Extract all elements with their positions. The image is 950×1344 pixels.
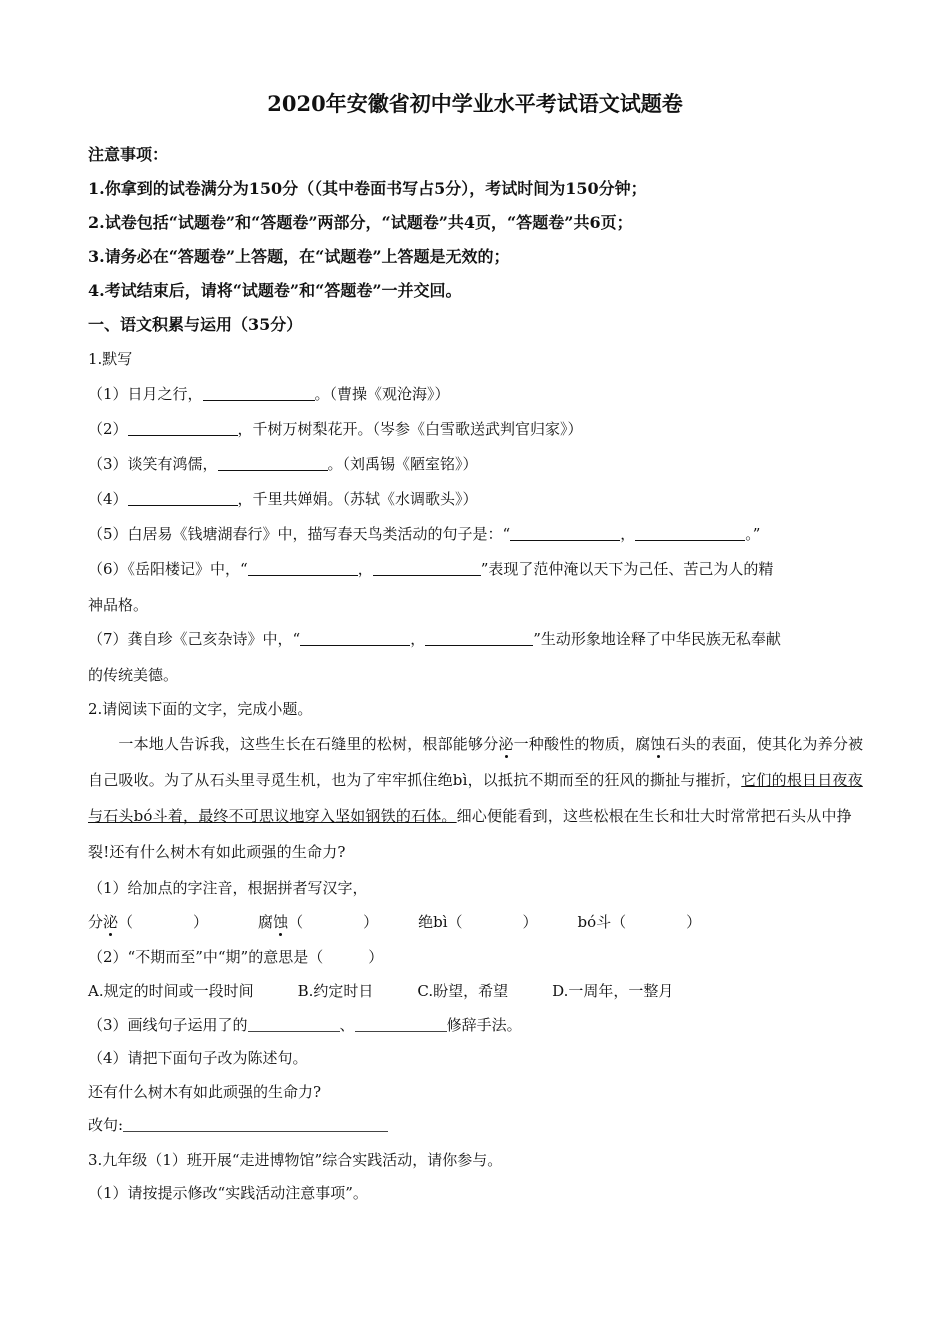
item-text: ”生动形象地诠释了中华民族无私奉献 — [533, 630, 781, 648]
notice-item-1: 1.你拿到的试卷满分为150分（（其中卷面书写占5分），考试时间为150分钟； — [88, 179, 647, 198]
question-3-label: 3.九年级（1）班开展“走进博物馆”综合实践活动，请你参与。 — [88, 1151, 503, 1169]
notice-heading: 注意事项： — [88, 145, 169, 164]
reading-passage — [88, 726, 868, 870]
item-text: （4） — [88, 490, 128, 508]
option-a[interactable]: A.规定的时间或一段时间 — [88, 982, 254, 1000]
blank-text[interactable]: 绝bì（ ） — [418, 913, 538, 931]
item-text: 。” — [745, 525, 761, 543]
question-2-sub-3 — [88, 1014, 522, 1036]
rewrite-answer-row — [88, 1114, 388, 1136]
answer-blank[interactable] — [300, 629, 410, 646]
passage-text: 石头的表面，使其化为养分被自己吸收。为了从石头里寻觅生机，也为了牢牢抓住绝bì，以抵抗不期而至的狂风的撕扯与摧折， — [88, 735, 864, 789]
question-2-sub-1: （1）给加点的字注音，根据拼者写汉字， — [88, 879, 368, 897]
question-1-item-7 — [88, 628, 781, 650]
question-1-item-5 — [88, 523, 760, 545]
question-2-label: 2.请阅读下面的文字，完成小题。 — [88, 700, 313, 718]
question-3-sub-1: （1）请按提示修改“实践活动注意事项”。 — [88, 1184, 368, 1202]
answer-blank[interactable] — [425, 629, 533, 646]
answer-blank[interactable] — [248, 559, 358, 576]
item-text: （3）画线句子运用了的 — [88, 1016, 248, 1034]
option-d[interactable]: D.一周年，一整月 — [552, 982, 674, 1000]
item-text: 。（曹操《观沧海》） — [314, 385, 450, 403]
answer-blank[interactable] — [203, 384, 315, 401]
item-text: （1）日月之行， — [88, 385, 203, 403]
passage-text: 细心便能看到，这些松根在生长和壮大时常常把石头从中挣裂!还有什么树木有如此顽强的生命力? — [88, 807, 852, 861]
item-text: （7）龚自珍《己亥杂诗》中，“ — [88, 630, 301, 648]
section-heading: 一、语文积累与运用（35分） — [88, 315, 303, 334]
answer-blank[interactable] — [128, 489, 238, 506]
pinyin-row — [88, 911, 701, 933]
answer-blank[interactable] — [355, 1015, 447, 1032]
item-text: ， — [620, 525, 636, 543]
question-1-item-2 — [88, 418, 583, 440]
question-1-item-4 — [88, 488, 478, 510]
item-text: ，千里共婵娟。（苏轼《水调歌头》） — [237, 490, 478, 508]
answer-blank[interactable] — [123, 1115, 388, 1132]
option-b[interactable]: B.约定时日 — [297, 982, 374, 1000]
question-1-label: 1.默写 — [88, 350, 133, 368]
answer-blank[interactable] — [248, 1015, 340, 1032]
notice-item-4: 4.考试结束后，请将“试题卷”和“答题卷”一并交回。 — [88, 281, 462, 300]
blank-text[interactable]: （ ） — [288, 913, 379, 931]
answer-blank[interactable] — [373, 559, 481, 576]
item-text: （5）白居易《钱塘湖春行》中，描写春天鸟类活动的句子是：“ — [88, 525, 511, 543]
passage-text: 一本地人告诉我，这些生长在石缝里的松树，根部能够分 — [88, 735, 499, 753]
question-1-item-1 — [88, 383, 450, 405]
item-text: （3）谈笑有鸿儒， — [88, 455, 218, 473]
item-text: （2） — [88, 420, 128, 438]
answer-blank[interactable] — [510, 524, 620, 541]
question-1-item-6 — [88, 558, 773, 580]
item-text: （6）《岳阳楼记》中，“ — [88, 560, 248, 578]
question-1-item-6-cont: 神品格。 — [88, 596, 149, 614]
answer-blank[interactable] — [635, 524, 745, 541]
question-1-item-7-cont: 的传统美德。 — [88, 666, 179, 684]
item-text: ， — [357, 560, 373, 578]
answer-blank[interactable] — [218, 454, 328, 471]
dotted-char: 泌 — [498, 735, 514, 753]
item-text: 。（刘禹锡《陋室铭》） — [327, 455, 478, 473]
item-text: ”表现了范仲淹以天下为己任、苦己为人的精 — [480, 560, 774, 578]
option-c[interactable]: C.盼望，希望 — [417, 982, 509, 1000]
page-title: 2020年安徽省初中学业水平考试语文试题卷 — [267, 91, 683, 116]
blank-text[interactable]: bó斗（ ） — [577, 913, 702, 931]
item-text: ， — [410, 630, 426, 648]
dotted-char: 蚀 — [650, 735, 666, 753]
question-1-item-3 — [88, 453, 478, 475]
dotted-char: 蚀 — [273, 913, 289, 931]
item-text: ，千树万树梨花开。（岑参《白雪歌送武判官归家》） — [237, 420, 583, 438]
blank-text: 分 — [88, 913, 104, 931]
question-2-sub-4: （4）请把下面句子改为陈述句。 — [88, 1049, 308, 1067]
item-text: 、 — [339, 1016, 355, 1034]
dotted-char: 泌 — [103, 913, 119, 931]
notice-item-3: 3.请务必在“答题卷”上答题，在“试题卷”上答题是无效的； — [88, 247, 510, 266]
answer-blank[interactable] — [128, 419, 238, 436]
passage-text: 一种酸性的物质，腐 — [513, 735, 651, 753]
underlined-sentence: 它们的根日日夜夜与石头bó斗着，最终不可思议地穿入坚如钢铁的石体。 — [88, 771, 863, 825]
blank-text[interactable]: （ ） — [118, 913, 209, 931]
notice-item-2: 2.试卷包括“试题卷”和“答题卷”两部分，“试题卷”共4页，“答题卷”共6页； — [88, 213, 633, 232]
options-row — [88, 980, 673, 1002]
item-text: 修辞手法。 — [446, 1016, 522, 1034]
item-text: 改句: — [88, 1116, 124, 1134]
blank-text: 腐 — [258, 913, 274, 931]
question-2-sub-2: （2）“不期而至”中“期”的意思是（ ） — [88, 948, 384, 966]
sentence-to-rewrite: 还有什么树木有如此顽强的生命力? — [88, 1083, 322, 1101]
